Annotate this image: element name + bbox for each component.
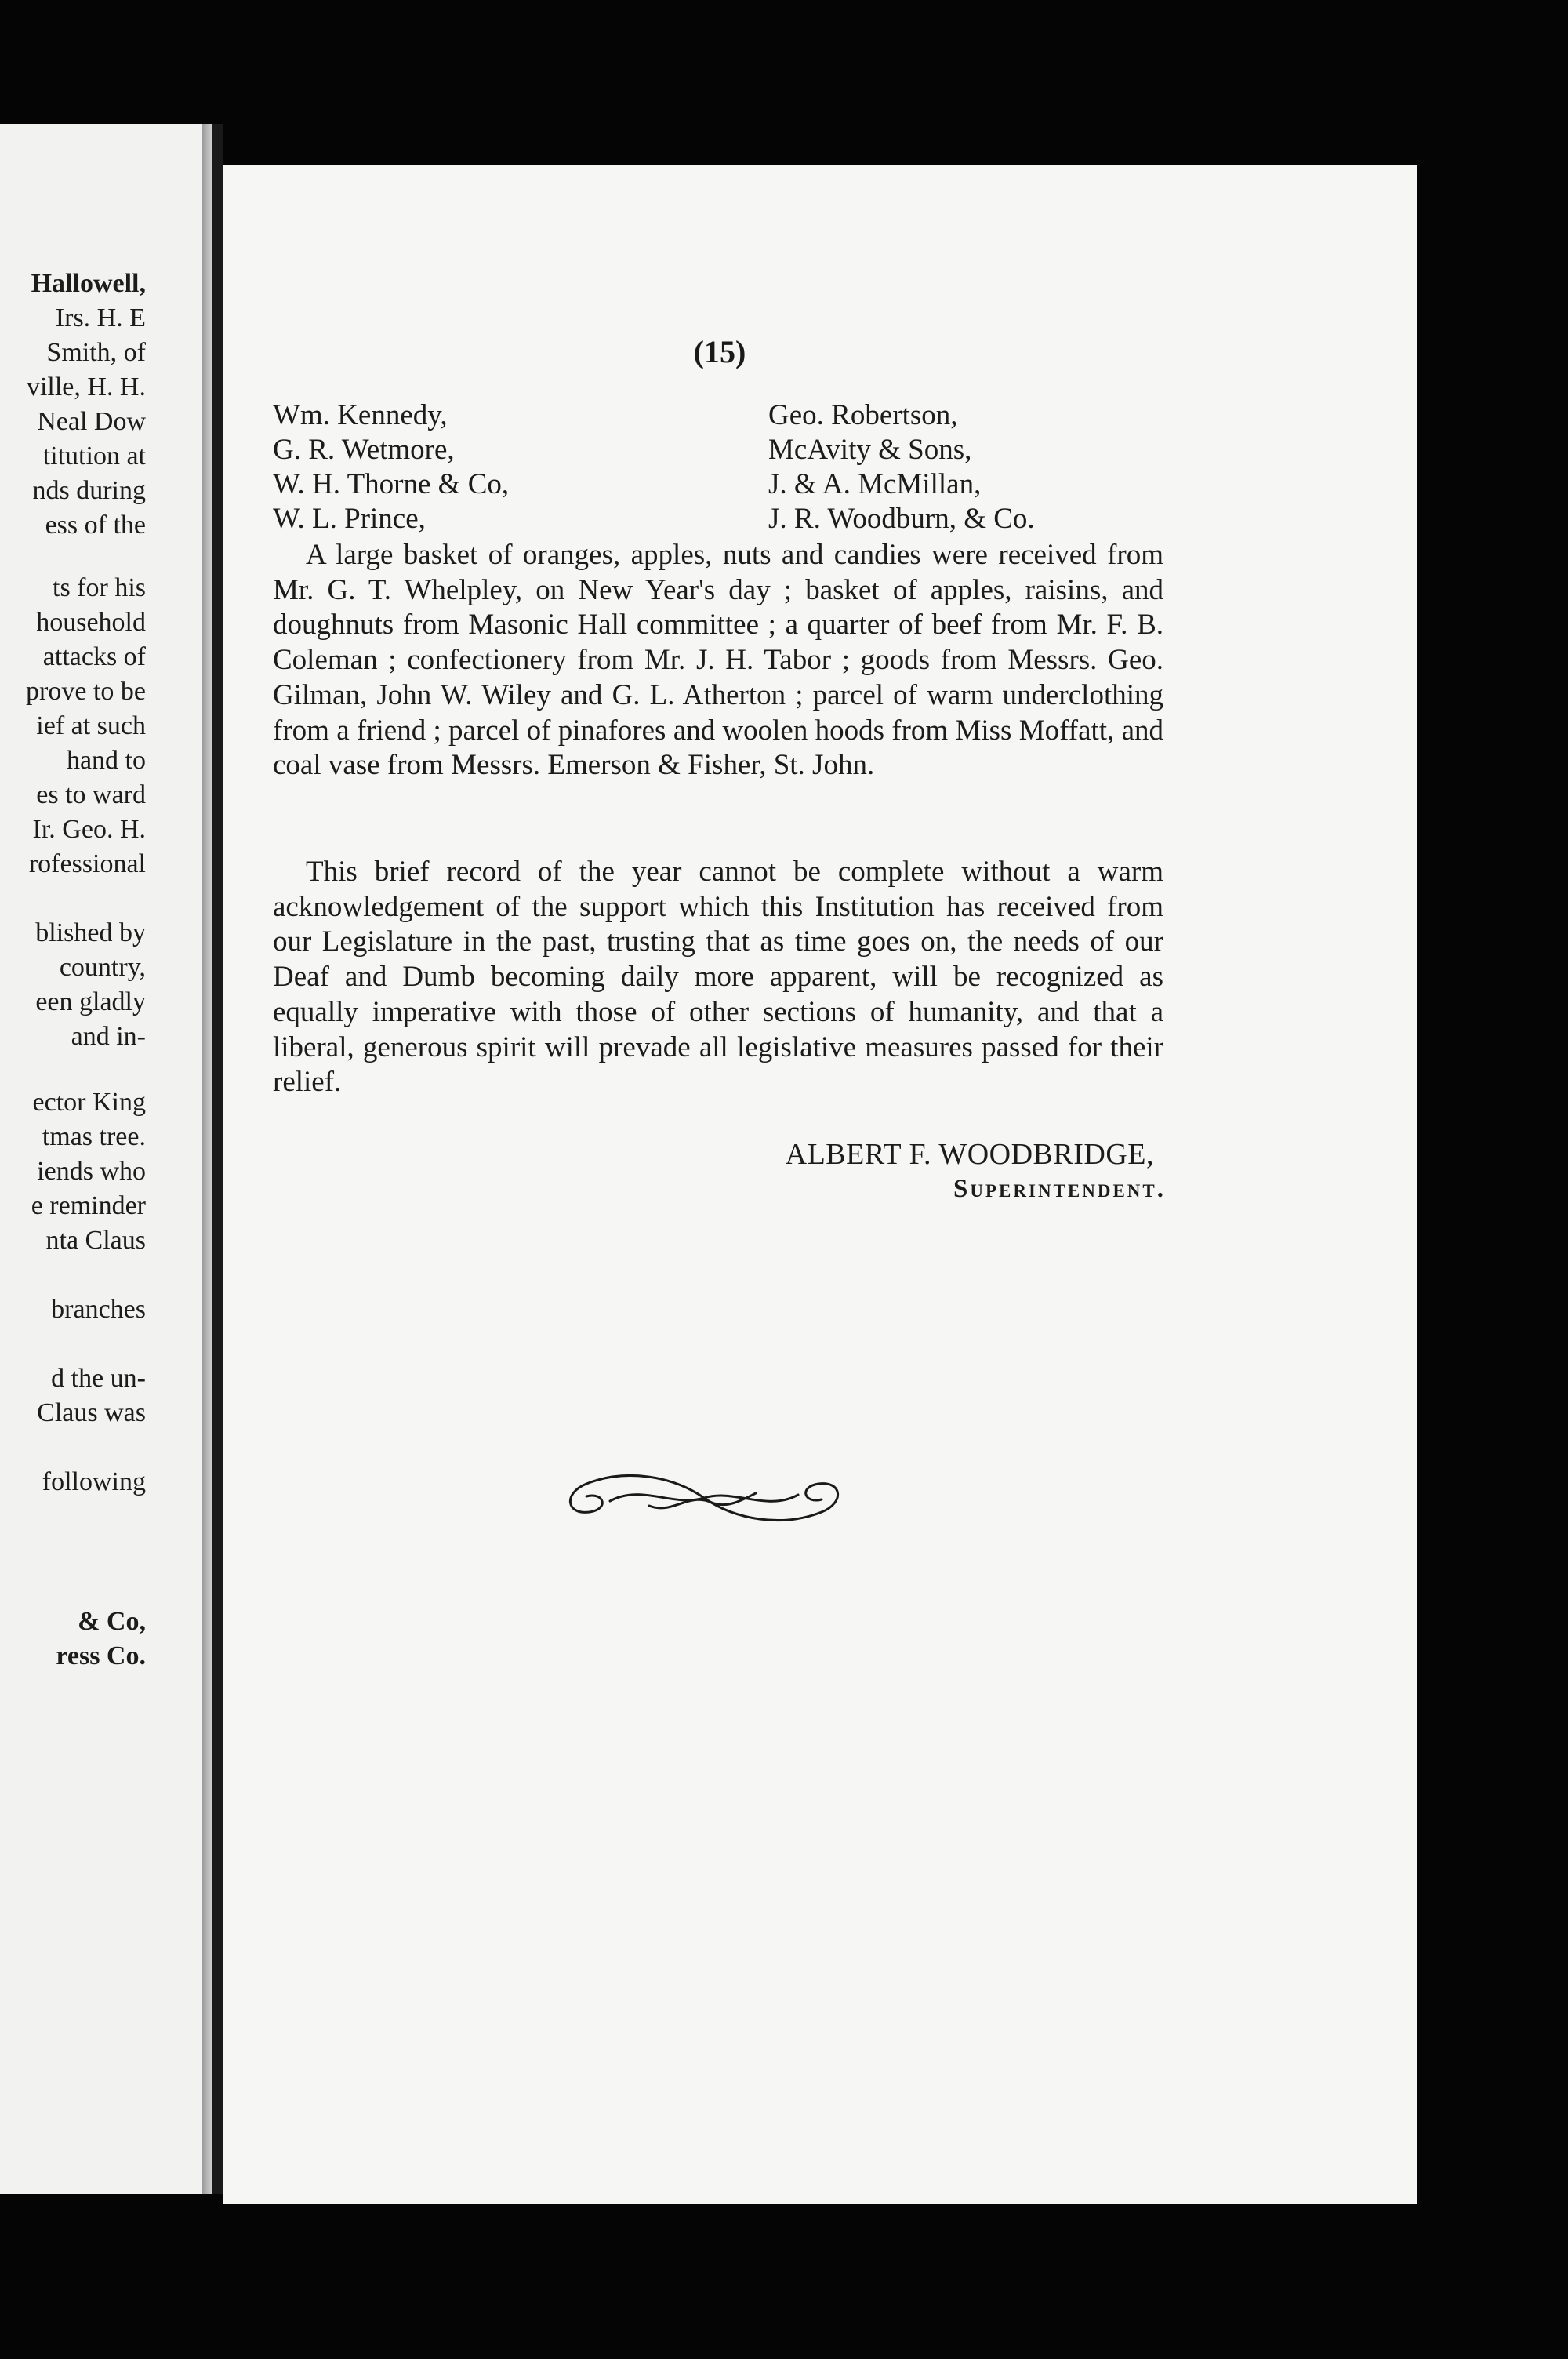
donor-name: W. L. Prince, [273,503,426,535]
left-text-fragment: ief at such [36,711,146,740]
left-text-fragment: prove to be [26,677,146,706]
left-text-fragment: Claus was [37,1398,146,1427]
left-text-fragment: Neal Dow [37,407,146,436]
left-text-fragment: Smith, of [46,338,146,367]
left-text-fragment: blished by [35,918,146,947]
page-number: (15) [693,334,746,369]
donor-name: G. R. Wetmore, [273,434,455,466]
donor-names-left [273,398,509,536]
left-text-fragment: d the un- [51,1364,146,1393]
left-text-fragment: & Co, [78,1607,146,1636]
signature-name: ALBERT F. WOODBRIDGE, [785,1138,1154,1171]
left-text-fragment: Irs. H. E [55,304,146,333]
left-text-fragment: tmas tree. [42,1122,146,1151]
donor-name: Geo. Robertson, [768,399,958,431]
left-text-fragment: branches [51,1295,146,1324]
donor-name: McAvity & Sons, [768,434,972,466]
left-text-fragment: ts for his [53,573,146,602]
acknowledgement-paragraph: This brief record of the year cannot be complete without a warm acknowledgement of the support which this Institution has received from our Legislature in the past, trusting that as time goes on, the needs of our Deaf and Dumb becoming daily more apparent, will be recognized as equally imperative with those of other sections of humanity, and that a liberal, generous spirit will prevade all legislative measures passed for their relief. [273,856,1163,1099]
left-text-fragment: een gladly [35,987,146,1016]
donor-names-right [768,398,1035,536]
left-text-fragment: hand to [66,746,146,775]
left-text-fragment: Hallowell, [31,269,146,298]
left-text-fragment: Ir. Geo. H. [32,815,146,844]
left-page [0,124,202,2194]
donor-name: J. & A. McMillan, [768,468,982,500]
left-text-fragment: and in- [71,1022,146,1051]
left-text-fragment: nds during [32,476,146,505]
page-fold-shadow [202,124,212,2194]
left-text-fragment: ector King [32,1088,146,1117]
donor-name: W. H. Thorne & Co, [273,468,510,500]
left-text-fragment: ess of the [45,511,146,540]
donor-name: J. R. Woodburn, & Co. [768,503,1035,535]
left-text-fragment: nta Claus [45,1226,146,1255]
left-text-fragment: country, [59,953,146,982]
donor-name: Wm. Kennedy, [273,399,448,431]
book-gutter [212,124,223,2194]
donations-paragraph: A large basket of oranges, apples, nuts and candies were received from Mr. G. T. Whelpley, on New Year's day ; basket of apples, raisins, and doughnuts from Masonic Hall committee ; a quarter of beef from Mr. F. B. Coleman ; confectionery from Mr. J. H. Tabor ; goods from Messrs. Geo. Gilman, John W. Wiley and G. L. Atherton ; parcel of warm underclothing from a friend ; parcel of pinafores and woolen hoods from Miss Moffatt, and coal vase from Messrs. Emerson & Fisher, St. John. [273,539,1163,782]
left-text-fragment: iends who [37,1157,146,1186]
left-text-fragment: following [42,1467,146,1496]
left-text-fragment: household [36,608,146,637]
left-text-fragment: ress Co. [56,1641,146,1670]
signature-title: Superintendent. [953,1175,1166,1203]
left-text-fragment: titution at [42,442,146,471]
left-text-fragment: es to ward [36,780,146,809]
left-text-fragment: e reminder [31,1191,146,1220]
left-text-fragment: ville, H. H. [26,373,146,402]
left-text-fragment: attacks of [42,642,146,671]
flourish-ornament-icon [555,1460,853,1536]
left-text-fragment: rofessional [28,849,146,878]
